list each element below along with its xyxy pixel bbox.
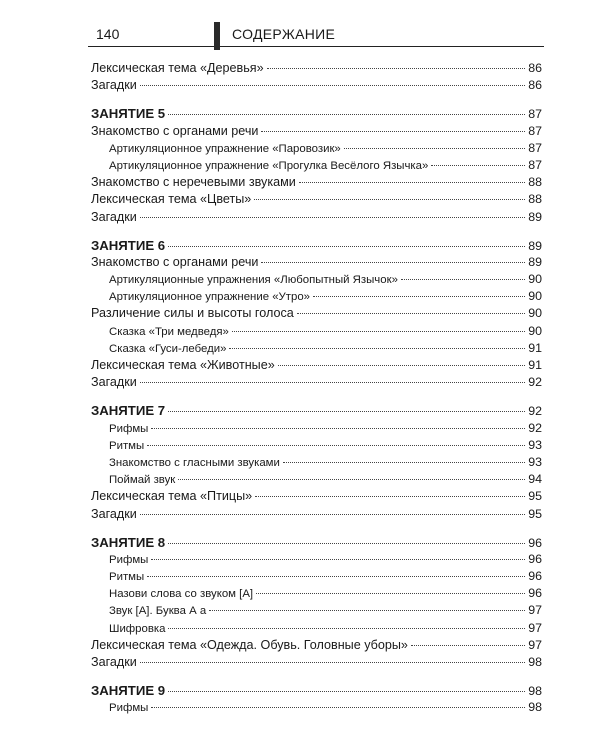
toc-entry <box>91 124 542 141</box>
toc-subentry <box>91 603 542 620</box>
table-of-contents <box>91 61 542 718</box>
dot-leader <box>297 313 525 314</box>
toc-page-number: 86 <box>528 61 542 75</box>
toc-entry-title: Рифмы <box>109 702 149 715</box>
toc-page-number: 92 <box>528 420 542 435</box>
toc-page-number: 91 <box>528 358 542 372</box>
dot-leader <box>168 628 525 629</box>
toc-entry <box>91 655 542 672</box>
dot-leader <box>147 576 525 577</box>
toc-entry <box>91 175 542 192</box>
toc-entry-title: ЗАНЯТИЕ 7 <box>91 403 166 419</box>
toc-page-number: 93 <box>528 437 542 452</box>
dot-leader <box>411 645 525 646</box>
toc-page-number: 95 <box>528 489 542 504</box>
dot-leader <box>140 514 525 515</box>
dot-leader <box>255 496 525 497</box>
dot-leader <box>254 199 525 200</box>
toc-subentry <box>91 621 542 638</box>
dot-leader <box>261 262 525 263</box>
dot-leader <box>151 559 525 560</box>
toc-subentry <box>91 158 542 175</box>
toc-entry <box>91 210 542 227</box>
toc-page-number: 89 <box>528 209 542 224</box>
page-number: 140 <box>96 26 120 42</box>
toc-entry-title: Различение силы и высоты голоса <box>91 306 294 321</box>
toc-page-number: 93 <box>528 454 542 469</box>
toc-lesson-heading <box>91 683 542 700</box>
toc-entry-title: Лексическая тема «Птицы» <box>91 489 253 504</box>
toc-entry <box>91 61 542 78</box>
toc-subentry <box>91 272 542 289</box>
toc-entry <box>91 306 542 323</box>
toc-entry-title: Артикуляционное упражнение «Утро» <box>109 291 310 304</box>
toc-subentry <box>91 341 542 358</box>
dot-leader <box>140 662 525 663</box>
toc-entry-title: Лексическая тема «Одежда. Обувь. Головные уборы» <box>91 637 408 652</box>
dot-leader <box>140 85 525 86</box>
toc-page-number: 97 <box>528 603 542 618</box>
toc-entry-title: ЗАНЯТИЕ 8 <box>91 534 166 550</box>
toc-subentry <box>91 700 542 717</box>
toc-entry-title: Знакомство с неречевыми звуками <box>91 175 296 190</box>
toc-page-number: 87 <box>528 123 542 138</box>
toc-page-number: 98 <box>528 655 542 669</box>
dot-leader <box>431 165 525 166</box>
toc-entry-title: Лексическая тема «Животные» <box>91 358 275 372</box>
toc-page-number: 97 <box>528 637 542 652</box>
toc-page-number: 88 <box>528 175 542 190</box>
dot-leader <box>267 68 526 69</box>
toc-entry-title: Лексическая тема «Деревья» <box>91 61 264 75</box>
toc-page-number: 98 <box>528 700 542 715</box>
toc-page-number: 86 <box>528 78 542 93</box>
toc-page-number: 89 <box>528 254 542 269</box>
toc-page-number: 96 <box>528 535 542 550</box>
toc-subentry <box>91 141 542 158</box>
toc-entry-title: Ритмы <box>109 439 145 452</box>
toc-subentry <box>91 421 542 438</box>
toc-subentry <box>91 472 542 489</box>
dot-leader <box>151 707 525 708</box>
toc-entry <box>91 192 542 209</box>
dot-leader <box>147 445 525 446</box>
toc-page-number: 90 <box>528 272 542 287</box>
page-header <box>88 22 544 47</box>
toc-page-number: 87 <box>528 157 542 172</box>
dot-leader <box>232 331 525 332</box>
header-divider-bar <box>214 22 220 50</box>
dot-leader <box>168 543 525 544</box>
toc-entry-title: ЗАНЯТИЕ 5 <box>91 106 166 122</box>
toc-entry-title: Рифмы <box>109 553 149 566</box>
toc-entry-title: Ритмы <box>109 571 145 584</box>
toc-entry-title: Знакомство с органами речи <box>91 254 259 269</box>
dot-leader <box>313 296 525 297</box>
toc-subentry <box>91 438 542 455</box>
dot-leader <box>256 593 525 594</box>
dot-leader <box>261 131 525 132</box>
toc-entry <box>91 638 542 655</box>
toc-entry-title: Сказка «Гуси-лебеди» <box>109 342 227 355</box>
dot-leader <box>168 691 525 692</box>
dot-leader <box>401 279 525 280</box>
dot-leader <box>168 114 525 115</box>
toc-entry-title: ЗАНЯТИЕ 9 <box>91 683 166 699</box>
toc-page-number: 96 <box>528 586 542 601</box>
toc-entry-title: ЗАНЯТИЕ 6 <box>91 237 166 253</box>
dot-leader <box>140 382 525 383</box>
toc-page-number: 96 <box>528 569 542 584</box>
toc-page-number: 92 <box>528 404 542 419</box>
dot-leader <box>168 246 525 247</box>
toc-entry-title: Шифровка <box>109 622 166 635</box>
toc-subentry <box>91 324 542 341</box>
toc-page-number: 92 <box>528 375 542 390</box>
toc-page-number: 90 <box>528 289 542 304</box>
toc-entry <box>91 489 542 506</box>
toc-lesson-heading <box>91 238 542 255</box>
toc-lesson-heading <box>91 535 542 552</box>
toc-entry-title: Загадки <box>91 209 137 224</box>
toc-page-number: 90 <box>528 306 542 321</box>
toc-page-number: 90 <box>528 323 542 338</box>
dot-leader <box>140 217 525 218</box>
dot-leader <box>168 411 525 412</box>
dot-leader <box>178 479 525 480</box>
toc-entry-title: Загадки <box>91 506 137 521</box>
toc-entry-title: Знакомство с органами речи <box>91 123 259 138</box>
toc-entry-title: Артикуляционное упражнение «Паровозик» <box>109 142 341 155</box>
toc-page-number: 96 <box>528 551 542 566</box>
toc-page-number: 95 <box>528 506 542 521</box>
dot-leader <box>229 348 525 349</box>
toc-entry-title: Лексическая тема «Цветы» <box>91 192 252 207</box>
toc-entry-title: Сказка «Три медведя» <box>109 325 229 338</box>
dot-leader <box>283 462 525 463</box>
toc-entry <box>91 78 542 95</box>
toc-lesson-heading <box>91 106 542 123</box>
toc-entry <box>91 358 542 375</box>
toc-entry-title: Звук [А]. Буква А а <box>109 605 207 618</box>
toc-entry <box>91 507 542 524</box>
toc-page-number: 87 <box>528 140 542 155</box>
toc-entry-title: Загадки <box>91 375 137 390</box>
toc-subentry <box>91 552 542 569</box>
toc-entry-title: Загадки <box>91 655 137 669</box>
toc-page-number: 97 <box>528 620 542 635</box>
toc-entry-title: Рифмы <box>109 422 149 435</box>
dot-leader <box>209 610 525 611</box>
toc-entry <box>91 375 542 392</box>
dot-leader <box>151 428 525 429</box>
toc-entry-title: Артикуляционное упражнение «Прогулка Весёлого Язычка» <box>109 159 429 172</box>
toc-subentry <box>91 455 542 472</box>
toc-page-number: 91 <box>528 340 542 355</box>
toc-lesson-heading <box>91 403 542 420</box>
toc-entry-title: Поймай звук <box>109 474 176 487</box>
toc-subentry <box>91 289 542 306</box>
dot-leader <box>278 365 525 366</box>
toc-entry-title: Назови слова со звуком [А] <box>109 588 254 601</box>
toc-page-number: 89 <box>528 238 542 253</box>
page-title: СОДЕРЖАНИЕ <box>232 26 336 42</box>
dot-leader <box>299 182 525 183</box>
toc-page-number: 87 <box>528 107 542 122</box>
toc-subentry <box>91 586 542 603</box>
toc-page-number: 98 <box>528 684 542 699</box>
toc-entry-title: Артикуляционные упражнения «Любопытный Язычок» <box>109 274 398 287</box>
toc-subentry <box>91 569 542 586</box>
toc-entry-title: Загадки <box>91 78 137 93</box>
toc-page-number: 94 <box>528 472 542 487</box>
dot-leader <box>344 148 525 149</box>
toc-entry-title: Знакомство с гласными звуками <box>109 456 280 469</box>
toc-page-number: 88 <box>528 192 542 207</box>
toc-entry <box>91 255 542 272</box>
